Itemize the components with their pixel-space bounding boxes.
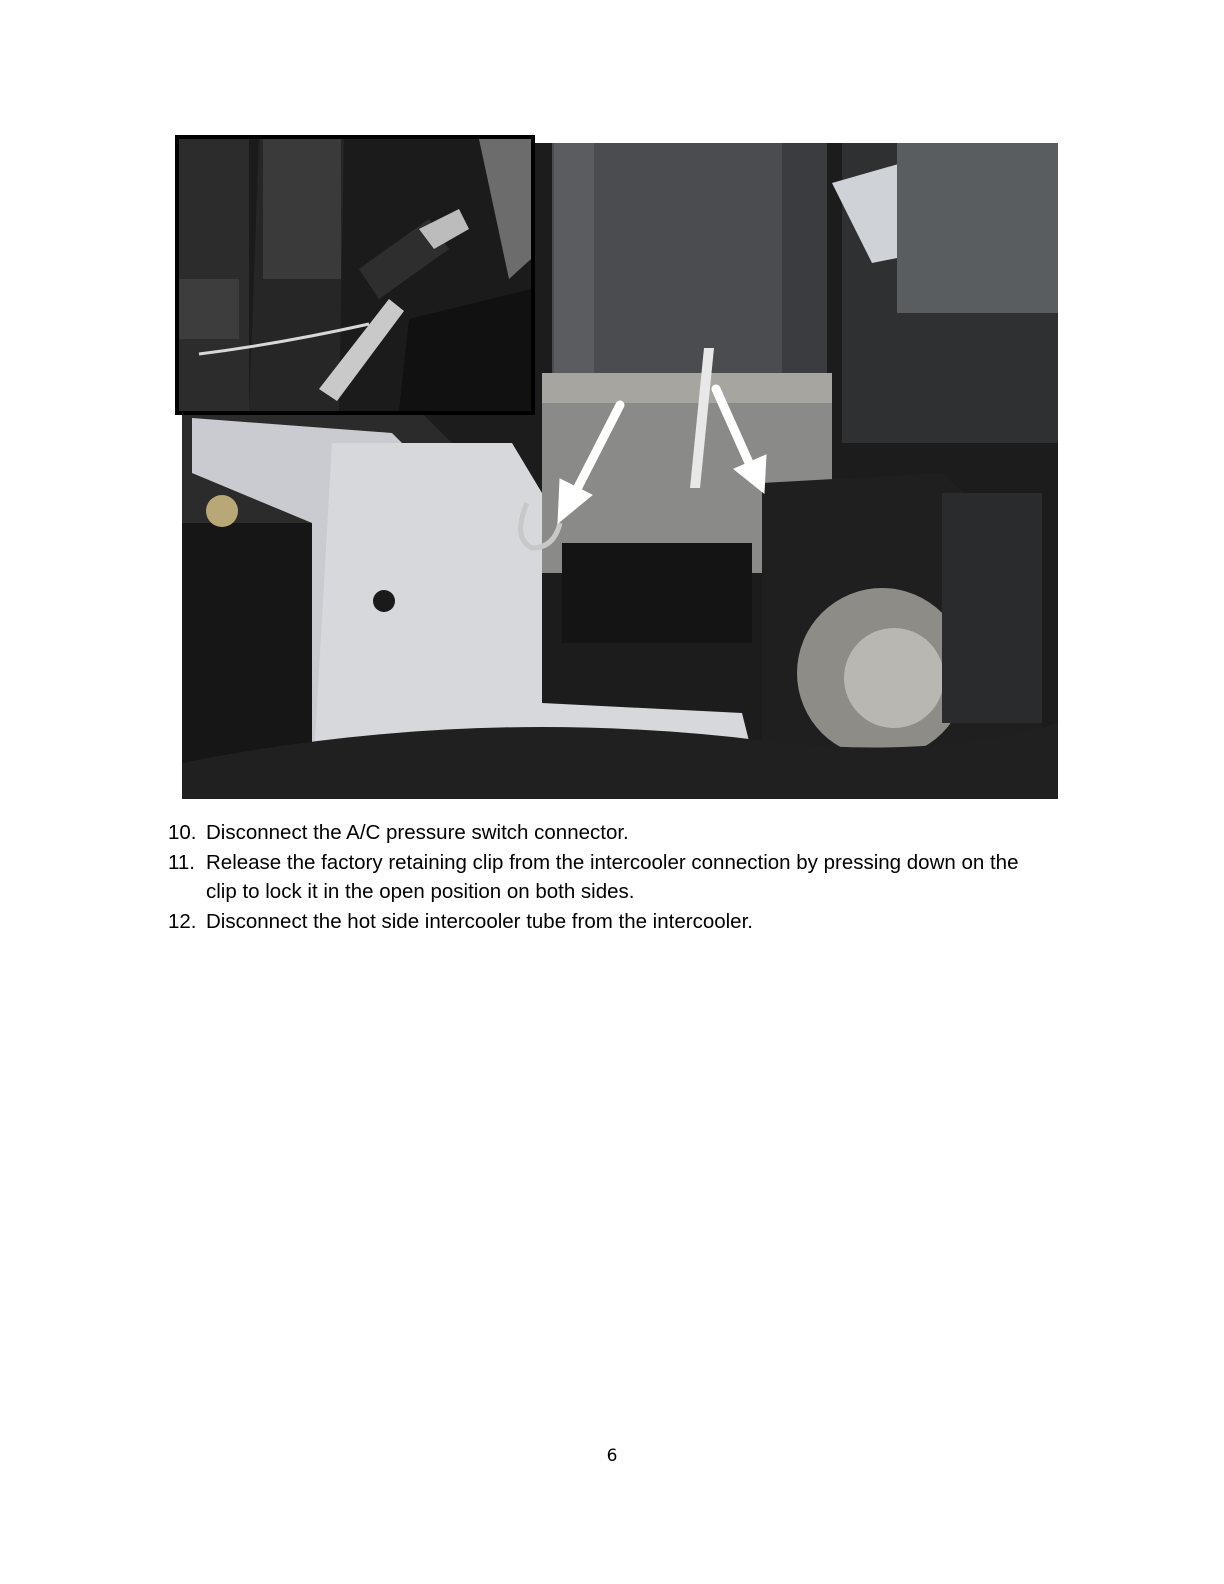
instruction-steps [168,818,1048,936]
page-number: 6 [606,1446,618,1466]
step-text: Release the factory retaining clip from the intercooler connection by pressing down on the clip to lock it in the open position on both sides. [206,850,1019,903]
step-number: 12. [168,909,197,933]
step-number: 11. [168,850,195,874]
connector-detail-illustration [179,139,531,411]
step-text: Disconnect the A/C pressure switch connector. [206,821,629,844]
step-12 [168,907,1048,937]
step-11 [168,848,1048,907]
inset-photo-ac-pressure-connector [175,135,535,415]
step-10 [168,818,1048,848]
step-text: Disconnect the hot side intercooler tube from the intercooler. [206,909,753,933]
step-number: 10. [168,821,197,844]
